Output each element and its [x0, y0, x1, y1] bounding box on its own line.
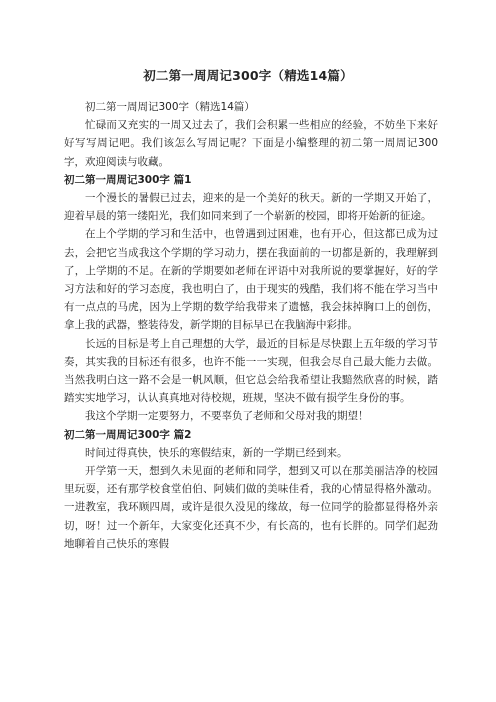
section-2-paragraph-2: 开学第一天，想到久未见面的老师和同学，想到又可以在那美丽洁净的校园里玩耍，还有那学校食堂伯伯、阿姨们做的美味佳肴，我的心情显得格外激动。一进教室，我环顾四周，或许是很久没见的缘故，每一位同学的脸都显得格外亲切，呀！过一个新年，大家变化还真不少，有长高的，也有长胖的。同学们起劲地聊着自己快乐的寒假	[64, 465, 438, 550]
document-title: 初二第一周周记300字（精选14篇）	[143, 68, 353, 83]
section-1-paragraph-1: 一个漫长的暑假已过去，迎来的是一个美好的秋天。新的一学期又开始了，迎着早晨的第一缕阳光，我们如同来到了一个崭新的校园，即将开始新的征途。	[64, 192, 438, 223]
section-1-paragraph-4: 我这个学期一定要努力，不要辜负了老师和父母对我的期望！	[85, 410, 369, 423]
intro-paragraph: 忙碌而又充实的一周又过去了，我们会积累一些相应的经验，不妨坐下来好好写写周记吧。我们该怎么写周记呢？下面是小编整理的初二第一周周记300字，欢迎阅读与收藏。	[64, 119, 438, 168]
section-heading-1: 初二第一周周记300字 篇1	[64, 173, 192, 186]
section-2-paragraph-1: 时间过得真快，快乐的寒假结束，新的一学期已经到来。	[85, 446, 348, 459]
intro-subtitle: 初二第一周周记300字（精选14篇）	[85, 101, 255, 113]
section-1-paragraph-3: 长远的目标是考上自己理想的大学，最近的目标是尽快跟上五年级的学习节奏，其实我的目标还有很多，也许不能一一实现，但我会尽自己最大能力去做。当然我明白这一路不会是一帆风顺，但它总会给我希望让我黯然欣喜的时候，踏踏实实地学习，认认真真地对待校规，班规，坚决不做有损学生身份的事。	[64, 337, 438, 405]
section-heading-2: 初二第一周周记300字 篇2	[64, 428, 192, 441]
section-1-paragraph-2: 在上个学期的学习和生活中，也曾遇到过困难，也有开心，但这都已成为过去，会把它当成我这个学期的学习动力，摆在我面前的一切都是新的，我理解到了，上学期的不足。在新的学期要如老师在评语中对我所说的要掌握好，好的学习方法和好的学习态度，我也明白了，由于现实的残酷，我们将不能在学习当中有一点点的马虎，因为上学期的数学给我带来了遗憾，我会抹掉胸口上的创伤，拿上我的武器，整装待发，新学期的目标早已在我脑海中彩排。	[64, 228, 438, 332]
document-body	[64, 98, 438, 553]
